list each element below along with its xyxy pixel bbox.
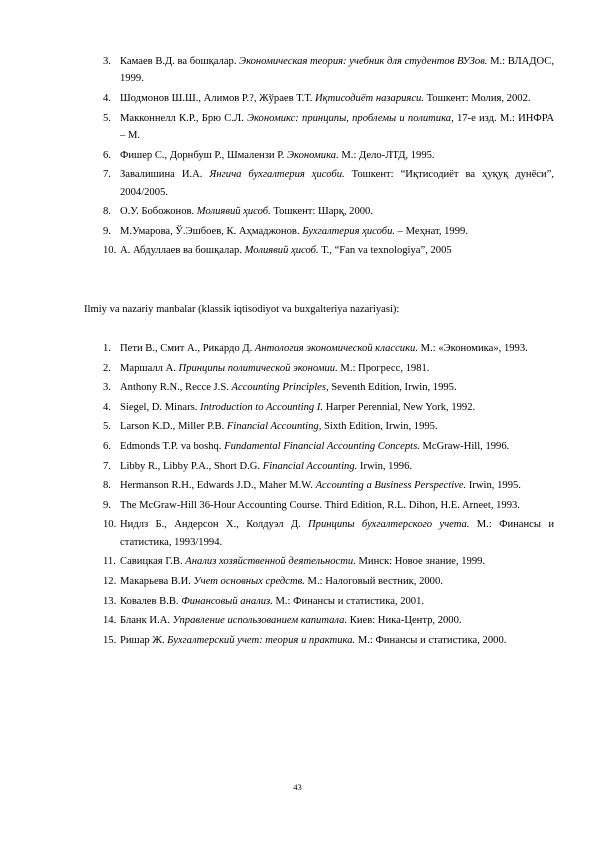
reference-number: 7. (103, 460, 111, 472)
reference-number: 3. (103, 56, 111, 67)
reference-title: Управление использованием капитала. (172, 615, 348, 627)
reference-list-primary (103, 53, 554, 262)
reference-item: 10. Нидлз Б., Андерсон Х., Колдуэл Д. Принципы бухгалтерского учета. М.: Финансы и статистика, 1993/1994. (103, 516, 554, 551)
reference-title: Экономикс: принципы, проблемы и политика, (247, 112, 454, 124)
reference-item: 14. Бланк И.А. Управление использованием капитала. Киев: Ника-Центр, 2000. (103, 612, 554, 629)
reference-title: Introduction to Accounting I. (200, 401, 324, 413)
reference-number: 13. (103, 595, 117, 607)
reference-item: 12. Макарьева В.И. Учет основных средств. М.: Налоговый вестник, 2000. (103, 573, 554, 590)
reference-item: 11. Савицкая Г.В. Анализ хозяйственной деятельности. Минск: Новое знание, 1999. (103, 553, 554, 570)
reference-item: 7. Libby R., Libby P.A., Short D.G. Financial Accounting. Irwin, 1996. (103, 458, 554, 475)
reference-item: 15. Ришар Ж. Бухгалтерский учет: теория и практика. М.: Финансы и статистика, 2000. (103, 632, 554, 649)
reference-title: Молиявий ҳисоб. (196, 206, 271, 218)
reference-item: 6. Фишер С., Дорнбуш Р., Шмалензи Р. Экономика. М.: Дело-ЛТД, 1995. (103, 147, 554, 164)
reference-item: 8. О.У. Бобожонов. Молиявий ҳисоб. Тошкент: Шарқ, 2000. (103, 203, 554, 220)
reference-title: Accounting Principles, (231, 382, 329, 394)
reference-title: Антология экономической классики. (254, 343, 419, 354)
reference-number: 6. (103, 149, 111, 161)
section-heading: Ilmiy va nazariy manbalar (klassik iqtisodiyot va buxgalteriya nazariyasi): (84, 304, 400, 315)
reference-number: 2. (103, 362, 111, 374)
reference-number: 6. (103, 440, 111, 452)
reference-item: 7. Завалишина И.А. Янгича бухгалтерия ҳисоби. Тошкент: “Иқтисодиёт ва ҳуқуқ дунёси”, 2004/2005. (103, 166, 554, 201)
reference-title: Учет основных средств. (193, 575, 305, 587)
reference-number: 4. (103, 93, 111, 104)
reference-item: 9. The McGraw-Hill 36-Hour Accounting Course. Third Edition, R.L. Dihon, H.E. Arneet, 1993. (103, 497, 554, 514)
reference-number: 8. (103, 206, 111, 218)
reference-number: 9. (103, 499, 111, 511)
reference-title: Financial Accounting. (262, 460, 358, 472)
reference-title: Accounting a Business Perspective. (315, 480, 467, 492)
reference-item: 5. Larson K.D., Miller P.B. Financial Accounting, Sixth Edition, Irwin, 1995. (103, 418, 554, 435)
reference-item: 6. Edmonds T.P. va boshq. Fundamental Financial Accounting Concepts. McGraw-Hill, 1996. (103, 438, 554, 455)
reference-title: Янгича бухгалтерия ҳисоби. (209, 169, 345, 181)
reference-item: 5. Макконнелл К.Р., Брю С.Л. Экономикс: принципы, проблемы и политика, 17-е изд. М.: ИНФРА – М. (103, 110, 554, 145)
reference-item: 13. Ковалев В.В. Финансовый анализ. М.: Финансы и статистика, 2001. (103, 593, 554, 610)
reference-item: 4. Шодмонов Ш.Ш., Алимов Р.?, Жўраев Т.Т. Иқтисодиёт назарияси. Тошкент: Молия, 2002. (103, 90, 554, 107)
reference-title: Fundamental Financial Accounting Concepts. (224, 440, 420, 452)
reference-item: 10. А. Абдуллаев ва бошқалар. Молиявий ҳисоб. Т., “Fan va texnologiya”, 2005 (103, 242, 554, 259)
reference-number: 9. (103, 225, 111, 237)
reference-item: 3. Anthony R.N., Recce J.S. Accounting Principles, Seventh Edition, Irwin, 1995. (103, 379, 554, 396)
reference-number: 10. (103, 245, 117, 257)
reference-title: Принципы бухгалтерского учета. (308, 519, 470, 531)
page-number: 43 (293, 782, 302, 792)
reference-title: Финансовый анализ. (181, 595, 273, 607)
reference-number: 15. (103, 634, 117, 646)
reference-number: 14. (103, 615, 117, 627)
reference-number: 5. (103, 421, 111, 433)
reference-title: Анализ хозяйственной деятельности. (185, 556, 356, 568)
reference-title: Financial Accounting, (226, 421, 322, 433)
reference-title: Иқтисодиёт назарияси. (315, 93, 424, 104)
reference-list-scientific (103, 340, 554, 651)
reference-item: 1. Пети В., Смит А., Рикардо Д. Антология экономической классики. М.: «Экономика», 1993. (103, 340, 554, 357)
reference-number: 5. (103, 112, 111, 124)
reference-item: 3. Камаев В.Д. ва бошқалар. Экономическая теория: учебник для студентов ВУЗов. М.: ВЛАДОС, 1999. (103, 53, 554, 88)
reference-number: 10. (103, 519, 117, 531)
reference-title: Молиявий ҳисоб. (244, 245, 319, 257)
reference-number: 3. (103, 382, 111, 394)
reference-item: 2. Маршалл А. Принципы политической экономии. М.: Прогресс, 1981. (103, 360, 554, 377)
reference-number: 8. (103, 480, 111, 492)
reference-item: 4. Siegel, D. Minars. Introduction to Accounting I. Harper Perennial, New York, 1992. (103, 399, 554, 416)
reference-item: 9. М.Умарова, Ў.Эшбоев, К. Аҳмаджонов. Бухгалтерия ҳисоби. – Меҳнат, 1999. (103, 223, 554, 240)
reference-title: Экономика. (287, 149, 339, 161)
reference-item: 8. Hermanson R.H., Edwards J.D., Maher M.W. Accounting a Business Perspective. Irwin, 1995. (103, 477, 554, 494)
reference-number: 11. (103, 556, 116, 568)
reference-title: Экономическая теория: учебник для студентов ВУЗов. (239, 56, 488, 67)
reference-number: 12. (103, 575, 117, 587)
reference-title: Бухгалтерский учет: теория и практика. (167, 634, 356, 646)
reference-number: 1. (103, 343, 111, 354)
reference-number: 7. (103, 169, 111, 181)
reference-number: 4. (103, 401, 111, 413)
reference-title: Принципы политической экономии. (178, 362, 338, 374)
reference-title: Бухгалтерия ҳисоби. (302, 225, 396, 237)
